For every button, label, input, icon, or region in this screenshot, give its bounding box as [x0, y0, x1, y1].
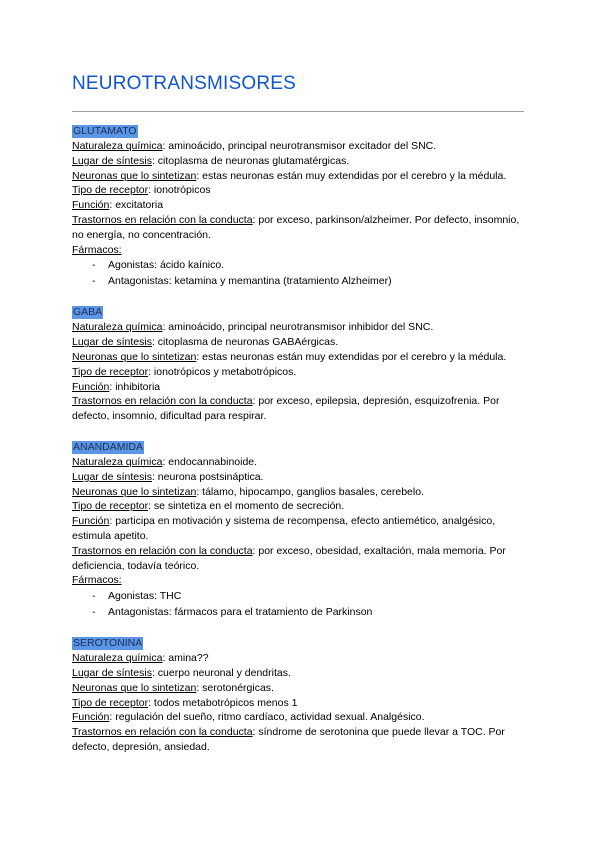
field-value: : regulación del sueño, ritmo cardíaco, actividad sexual. Analgésico.	[109, 711, 425, 724]
field-value: : todos metabotrópicos menos 1	[148, 696, 298, 709]
section-heading: GLUTAMATO	[73, 125, 137, 137]
list-item: - Antagonistas: ketamina y memantina (tratamiento Alzheimer)	[92, 273, 532, 289]
field-line	[72, 514, 532, 544]
section-heading: GABA	[73, 306, 103, 319]
field-value: : cuerpo neuronal y dendritas.	[151, 666, 291, 679]
list-item: - Antagonistas: fármacos para el tratamiento de Parkinson	[92, 604, 532, 620]
section-heading: ANANDAMIDA	[73, 440, 144, 453]
field-label: Neuronas que lo sintetizan	[72, 681, 197, 694]
list-item: - Agonistas: ácido kaínico.	[92, 257, 532, 273]
field-line	[72, 154, 532, 169]
field-line	[72, 696, 532, 711]
field-label: Lugar de síntesis	[72, 470, 152, 483]
field-line	[72, 725, 532, 755]
field-label: Función	[72, 711, 110, 724]
field-label: Función	[72, 515, 110, 528]
field-label: Trastornos en relación con la conducta	[72, 395, 253, 408]
field-label: Lugar de síntesis	[72, 154, 152, 167]
field-label: Trastornos en relación con la conducta	[72, 213, 253, 226]
field-label: Lugar de síntesis	[72, 336, 152, 349]
field-label: Trastornos en relación con la conducta	[72, 726, 253, 739]
field-value: : aminoácido, principal neurotransmisor excitador del SNC.	[162, 140, 437, 152]
field-value: : tálamo, hipocampo, ganglios basales, cerebelo.	[196, 485, 424, 498]
field-line	[72, 169, 532, 184]
field-line	[72, 365, 532, 380]
field-label: Fármacos:	[72, 574, 122, 587]
field-label: Lugar de síntesis	[72, 666, 152, 679]
field-line	[72, 544, 532, 574]
field-value: : por exceso, obesidad, exaltación, mala memoria. Por deficiencia, todavía teórico.	[72, 544, 506, 572]
field-label: Trastornos en relación con la conducta	[72, 544, 253, 557]
field-label: Función	[72, 199, 110, 212]
field-value: : endocannabinoide.	[162, 455, 258, 468]
field-label: Neuronas que lo sintetizan	[72, 485, 197, 498]
field-value: : por exceso, epilepsia, depresión, esquizofrenia. Por defecto, insomnio, dificultad para respirar.	[72, 395, 500, 423]
field-value: : excitatoria	[109, 199, 164, 212]
field-line	[72, 470, 532, 485]
field-label: Naturaleza química	[72, 140, 163, 152]
field-label: Fármacos:	[72, 243, 122, 256]
section-heading: SEROTONINA	[73, 637, 143, 650]
field-value: : síndrome de serotonina que puede llevar a TOC. Por defecto, depresión, ansiedad.	[72, 726, 505, 753]
field-label: Tipo de receptor	[72, 184, 149, 197]
field-value: : inhibitoria	[109, 380, 161, 393]
field-value: : se sintetiza en el momento de secreción.	[148, 500, 345, 513]
field-label: Tipo de receptor	[72, 500, 149, 513]
field-label: Naturaleza química	[72, 321, 163, 334]
field-label: Naturaleza química	[72, 455, 163, 468]
field-value: : estas neuronas están muy extendidas por el cerebro y la médula.	[196, 169, 507, 182]
field-value: : serotonérgicas.	[196, 681, 274, 694]
drug-list	[72, 257, 532, 289]
field-line	[72, 198, 532, 213]
field-line	[72, 213, 532, 243]
horizontal-divider	[72, 111, 524, 112]
field-line	[72, 485, 532, 500]
field-line	[72, 320, 532, 335]
field-value: : aminoácido, principal neurotransmisor inhibidor del SNC.	[162, 321, 434, 334]
section-glutamato	[72, 121, 532, 289]
field-line	[72, 573, 532, 588]
field-label: Neuronas que lo sintetizan	[72, 169, 197, 182]
field-line	[72, 183, 532, 198]
field-value: : amina??	[162, 652, 209, 665]
field-line	[72, 380, 532, 395]
field-label: Función	[72, 380, 110, 393]
field-line	[72, 499, 532, 514]
field-value: : citoplasma de neuronas glutamatérgicas.	[151, 154, 350, 167]
list-item: - Agonistas: THC	[92, 588, 532, 604]
field-value: : ionotrópicos y metabotrópicos.	[148, 365, 297, 378]
field-label: Tipo de receptor	[72, 696, 149, 709]
field-label: Neuronas que lo sintetizan	[72, 350, 197, 363]
section-gaba	[72, 302, 532, 424]
field-line	[72, 335, 532, 350]
field-value: : estas neuronas están muy extendidas por el cerebro y la médula.	[196, 350, 507, 363]
field-line	[72, 394, 532, 424]
field-value: : citoplasma de neuronas GABAérgicas.	[151, 336, 339, 349]
field-line	[72, 710, 532, 725]
field-label: Tipo de receptor	[72, 365, 149, 378]
field-line	[72, 455, 532, 470]
field-value: : neurona postsináptica.	[151, 470, 264, 483]
field-line	[72, 243, 532, 258]
field-value: : participa en motivación y sistema de recompensa, efecto antiemético, analgésico, estimula apetito.	[72, 515, 496, 542]
drug-list	[72, 588, 532, 620]
field-line	[72, 681, 532, 696]
field-label: Naturaleza química	[72, 652, 163, 665]
field-value: : ionotrópicos	[148, 184, 211, 197]
field-line	[72, 350, 532, 365]
field-line	[72, 139, 532, 154]
field-line	[72, 651, 532, 666]
field-line	[72, 666, 532, 681]
page-title: NEUROTRANSMISORES	[72, 73, 297, 94]
section-serotonina	[72, 633, 532, 755]
field-value: : por exceso, parkinson/alzheimer. Por defecto, insomnio, no energía, no concentración.	[72, 213, 520, 241]
section-anandamida	[72, 437, 532, 620]
document-body	[72, 121, 532, 768]
